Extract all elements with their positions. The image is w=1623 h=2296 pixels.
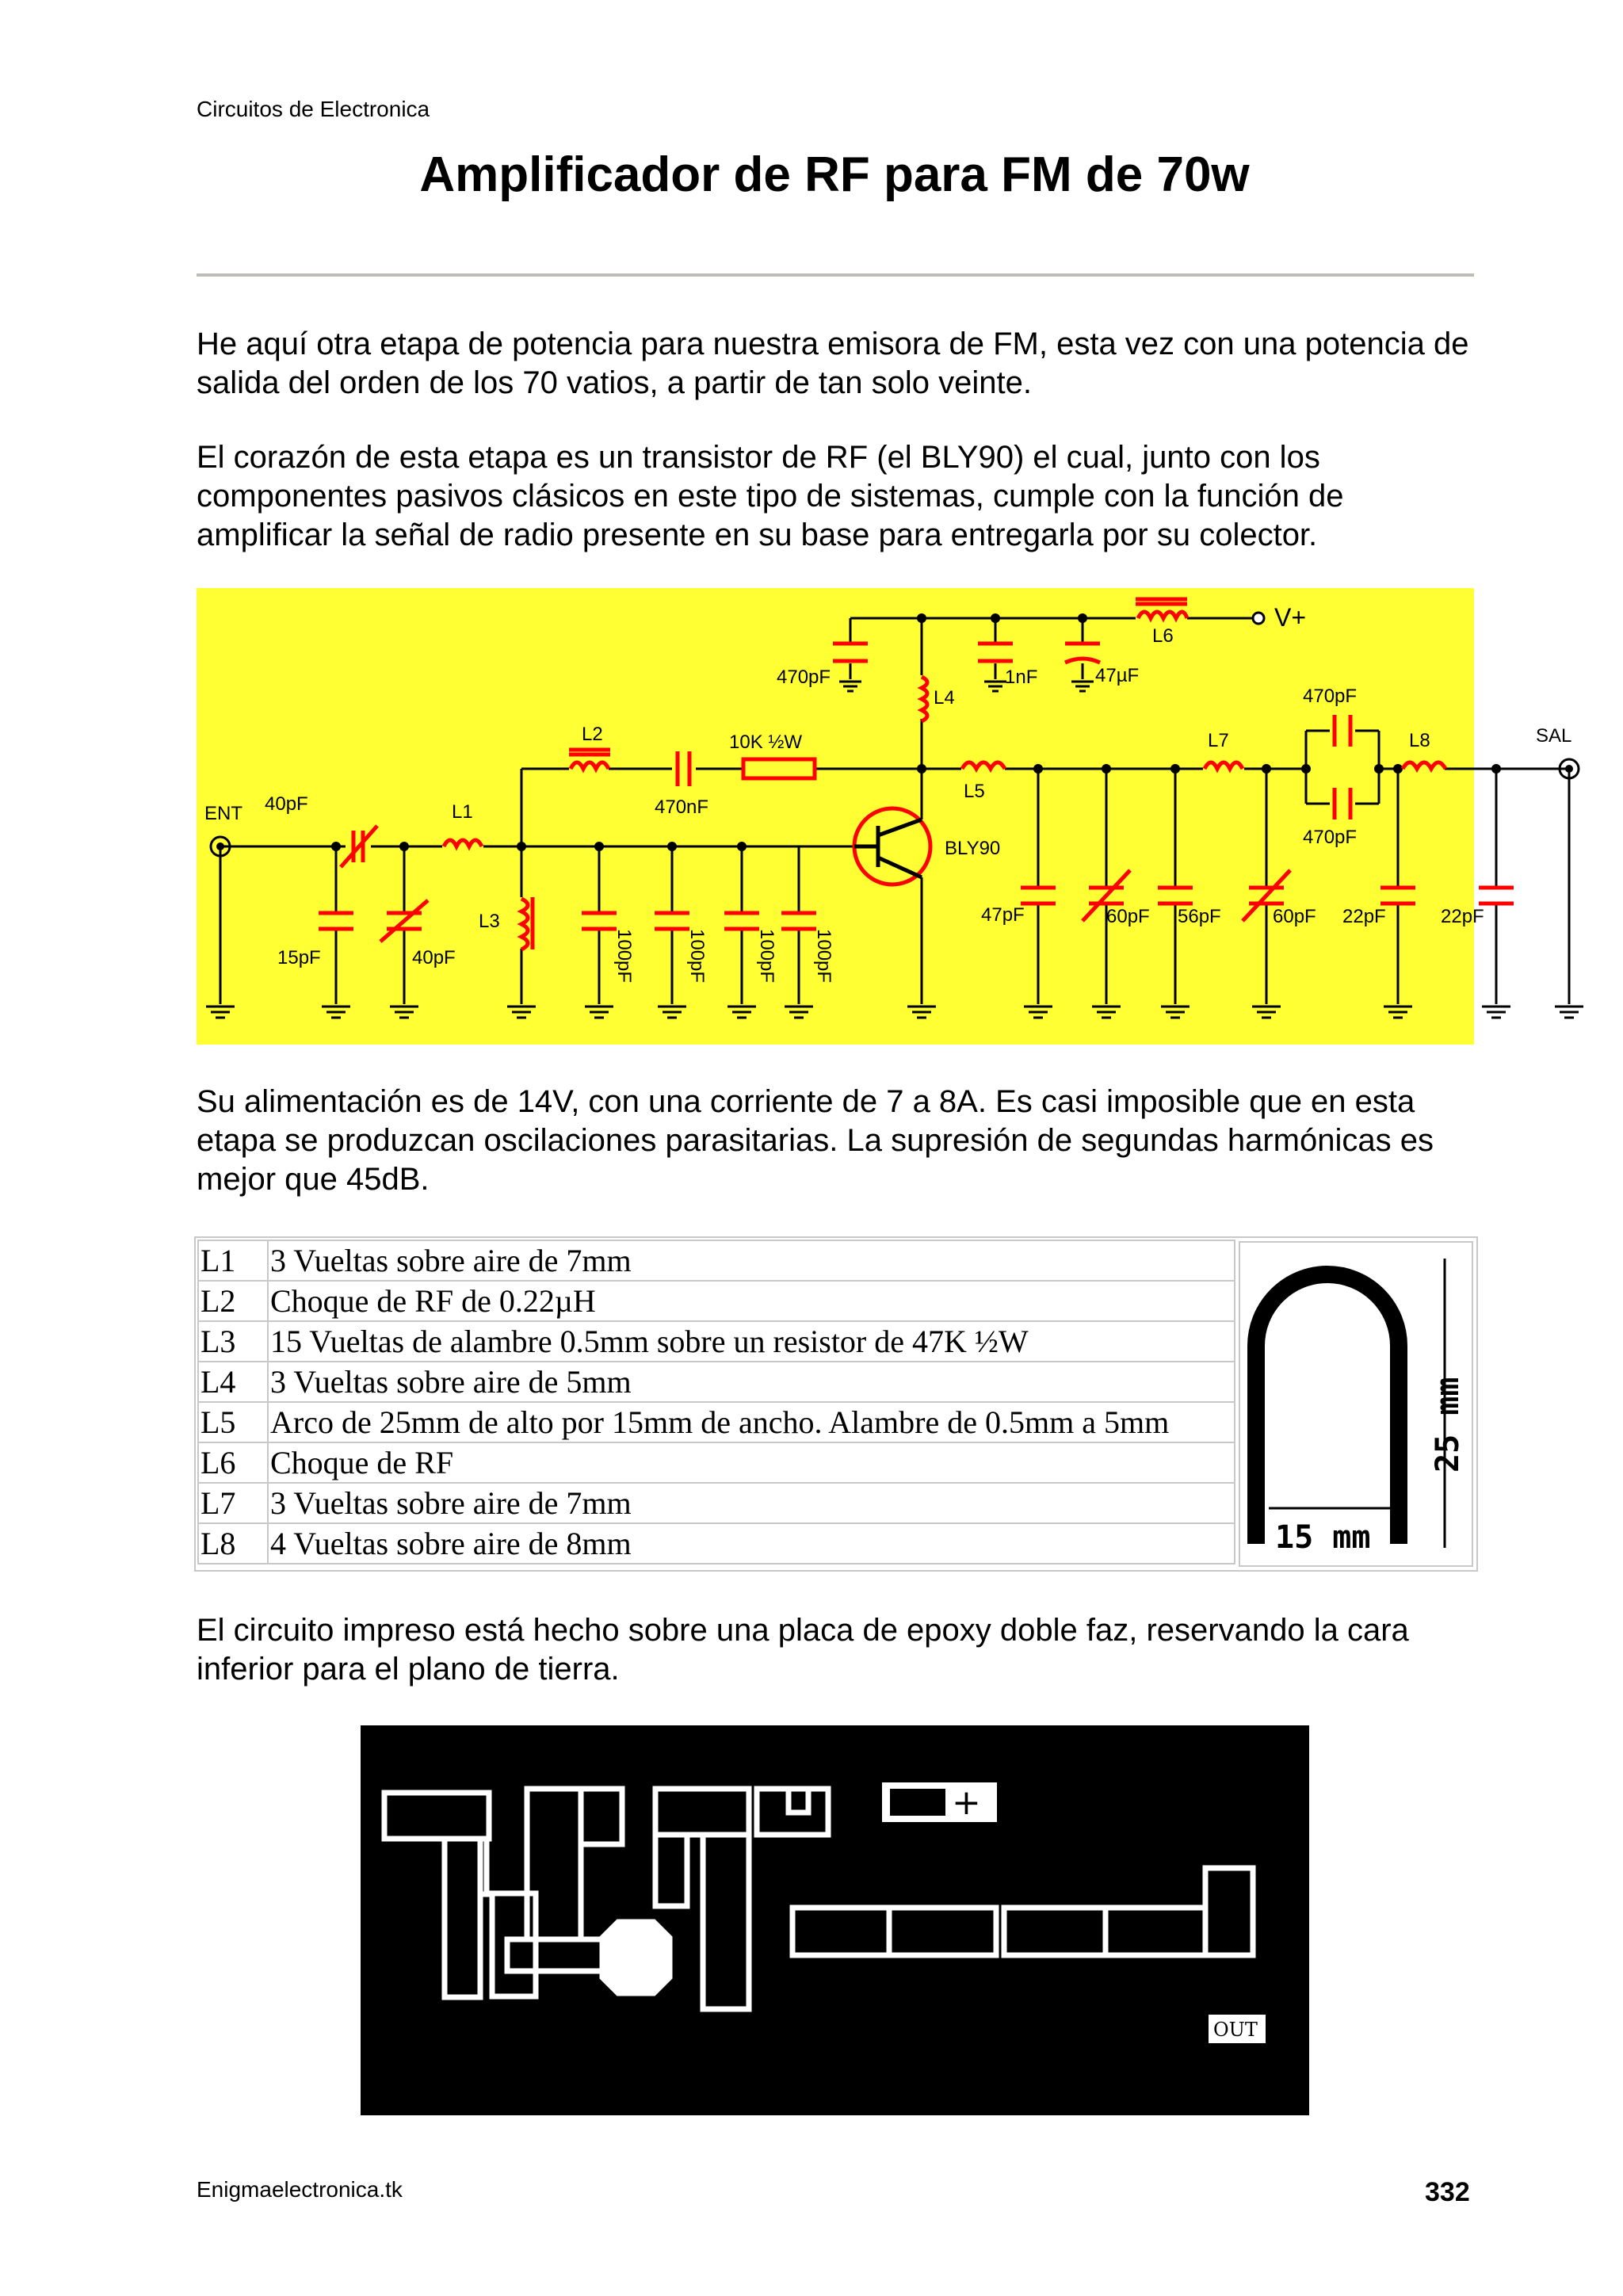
plus-pad-inner [890,1789,945,1816]
label-c-470p-top: 470pF [777,667,831,688]
coil-desc-cell: Choque de RF de 0.22µH [268,1281,1235,1321]
label-sal: SAL [1536,725,1572,747]
label-c-22-b: 22pF [1441,906,1484,927]
table-row [198,1362,1235,1402]
coil-ref-cell: L5 [198,1402,268,1442]
title-divider [197,273,1474,277]
coil-ref-cell: L4 [198,1362,268,1402]
coil-ref-cell: L6 [198,1442,268,1483]
coil-ref-cell: L7 [198,1483,268,1523]
table-row [198,1281,1235,1321]
label-c-47p: 47pF [981,904,1025,926]
out-label: OUT [1213,2019,1258,2041]
schematic-components [319,599,1514,949]
label-c-470-lower: 470pF [1303,827,1358,848]
label-c-40: 40pF [412,947,456,968]
label-c-56: 56pF [1178,906,1221,927]
label-l1: L1 [452,801,473,823]
schematic-wires [220,618,1572,1004]
plus-label: + [952,1782,981,1823]
circuit-schematic [197,588,1572,1045]
coil-l5-drawing [1239,1241,1473,1567]
footer-site: Enigmaelectronica.tk [197,2177,403,2202]
label-c-470n: 470nF [655,797,709,818]
pcb-paragraph: El circuito impreso está hecho sobre una placa de epoxy doble faz, reservando la cara inferior para el plano de tierra. [197,1613,1409,1687]
schematic-labels [204,603,1571,983]
label-c-60-a: 60pF [1106,906,1150,927]
label-vplus: V+ [1274,603,1307,632]
label-l3: L3 [479,911,500,932]
label-r-10k: 10K ½W [729,732,803,753]
coil-desc-cell: Arco de 25mm de alto por 15mm de ancho. Alambre de 0.5mm a 5mm [268,1402,1235,1442]
coil-desc-cell: Choque de RF [268,1442,1235,1483]
coil-ref-cell: L2 [198,1281,268,1321]
running-header: Circuitos de Electronica [197,97,430,121]
table-row [198,1523,1235,1564]
label-l5: L5 [964,781,985,802]
transistor-pad [604,1924,668,1992]
label-c-470-upper: 470pF [1303,686,1358,707]
table-row [198,1483,1235,1523]
label-l4: L4 [934,687,955,709]
coil-spec-table [197,1240,1235,1564]
label-c-100-d: 100pF [813,929,834,984]
label-c-22-a: 22pF [1342,906,1386,927]
label-c-in: 40pF [265,793,308,815]
label-transistor: BLY90 [945,838,1001,859]
label-l8: L8 [1409,730,1430,751]
label-l6: L6 [1152,625,1174,647]
coil-desc-cell: 15 Vueltas de alambre 0.5mm sobre un resistor de 47K ½W [268,1321,1235,1362]
label-c-100-a: 100pF [613,929,635,984]
coil-ref-cell: L3 [198,1321,268,1362]
pcb-layout [361,1725,1309,2115]
connectors [211,613,1579,856]
label-c-47u: 47µF [1095,665,1140,686]
width-label: 15 mm [1275,1519,1371,1556]
table-row [198,1240,1235,1281]
label-c-1n: 1nF [1005,667,1038,688]
page-number: 332 [1425,2177,1470,2207]
coil-desc-cell: 3 Vueltas sobre aire de 7mm [268,1483,1235,1523]
coil-arc-shape [1256,1274,1399,1544]
coil-ref-cell: L1 [198,1240,268,1281]
label-ent: ENT [204,803,242,824]
height-label: 25 mm [1430,1377,1466,1473]
coil-ref-cell: L8 [198,1523,268,1564]
table-row [198,1442,1235,1483]
label-l7: L7 [1208,730,1229,751]
label-c-100-c: 100pF [756,929,777,984]
table-row [198,1402,1235,1442]
coil-table [194,1236,1478,1572]
power-paragraph: Su alimentación es de 14V, con una corriente de 7 a 8A. Es casi imposible que en esta etapa se produzcan oscilaciones parasitarias. La supresión de segundas harmónicas es mejor que 45dB. [197,1084,1434,1197]
label-c-15: 15pF [277,947,321,968]
page-title: Amplificador de RF para FM de 70w [419,147,1250,202]
transistor-paragraph: El corazón de esta etapa es un transistor de RF (el BLY90) el cual, junto con los componentes pasivos clásicos en este tipo de sistemas, cumple con la función de amplificar la señal de radio presente en su base para entregarla por su colector. [197,440,1344,552]
intro-paragraph: He aquí otra etapa de potencia para nuestra emisora de FM, esta vez con una potencia de salida del orden de los 70 vatios, a partir de tan solo veinte. [197,327,1469,400]
table-row [198,1321,1235,1362]
coil-desc-cell: 4 Vueltas sobre aire de 8mm [268,1523,1235,1564]
label-l2: L2 [582,724,603,745]
coil-desc-cell: 3 Vueltas sobre aire de 5mm [268,1362,1235,1402]
label-c-100-b: 100pF [686,929,708,984]
label-c-60-b: 60pF [1273,906,1316,927]
pcb-traces [384,1789,1253,2009]
coil-desc-cell: 3 Vueltas sobre aire de 7mm [268,1240,1235,1281]
